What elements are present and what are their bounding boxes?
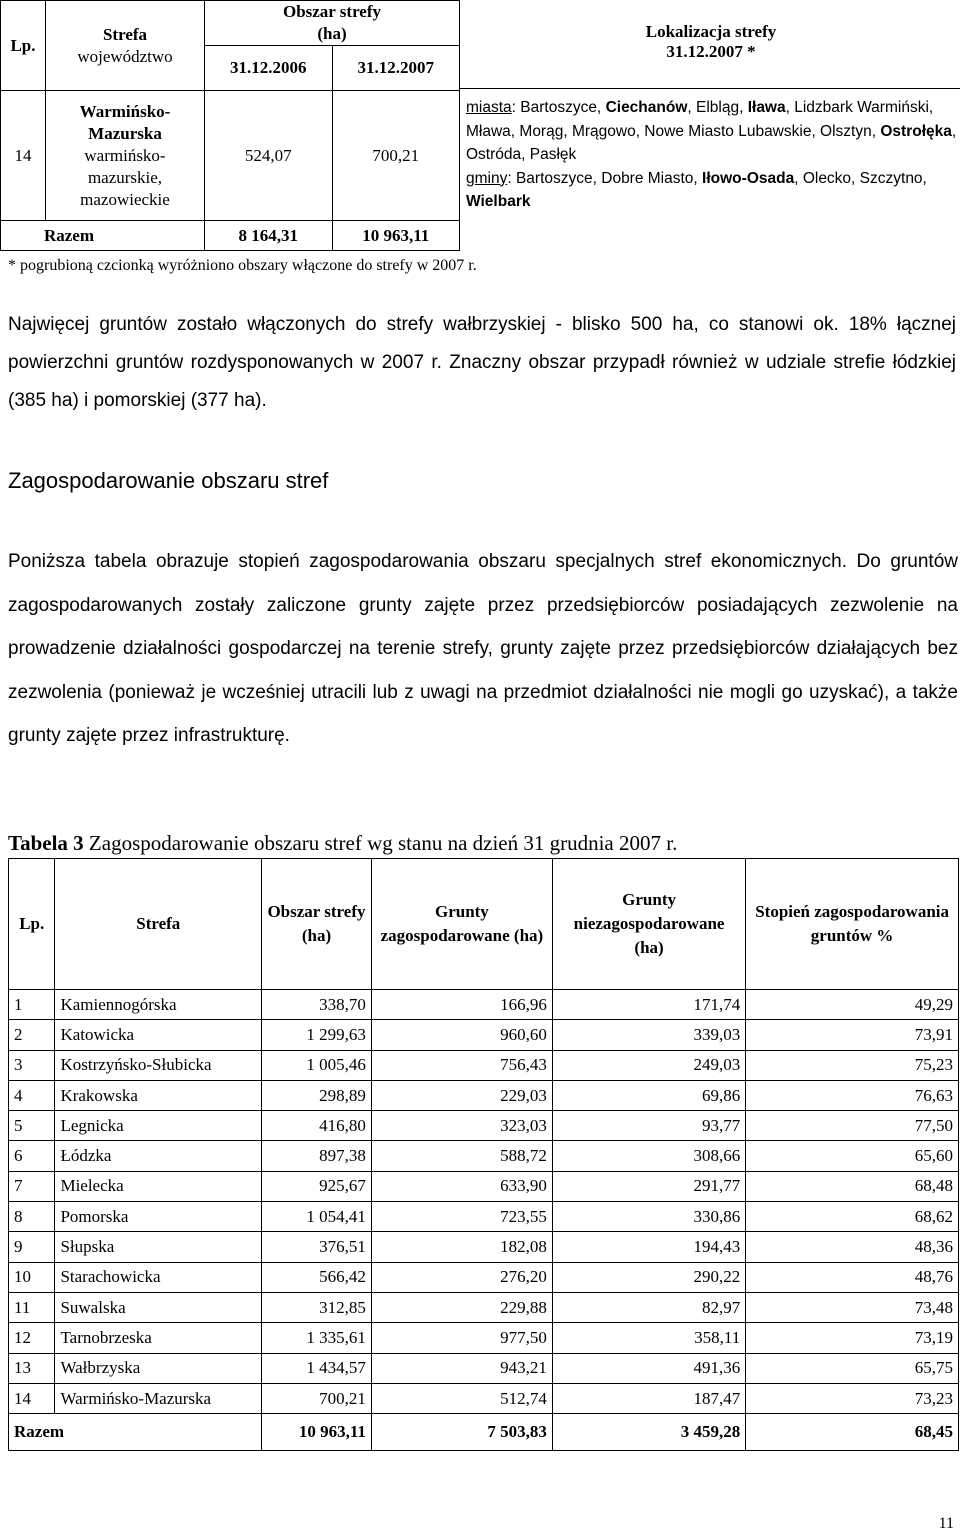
table-cell: Tarnobrzeska bbox=[55, 1323, 262, 1353]
table-total-cell: Razem bbox=[9, 1414, 262, 1451]
table-row bbox=[9, 1050, 959, 1080]
table-cell: 93,77 bbox=[552, 1111, 745, 1141]
table-cell: 3 bbox=[9, 1050, 55, 1080]
table-row bbox=[9, 1171, 959, 1201]
total-label: Razem bbox=[1, 221, 205, 251]
table-cell: 68,48 bbox=[746, 1171, 959, 1201]
table-cell: 49,29 bbox=[746, 990, 959, 1020]
table-row bbox=[9, 1353, 959, 1383]
table-cell: 229,88 bbox=[371, 1292, 552, 1322]
table-cell: 171,74 bbox=[552, 990, 745, 1020]
table-total-cell: 10 963,11 bbox=[262, 1414, 372, 1451]
table-cell: 339,03 bbox=[552, 1020, 745, 1050]
table-cell: 358,11 bbox=[552, 1323, 745, 1353]
table-row bbox=[9, 1202, 959, 1232]
table-row bbox=[9, 1292, 959, 1322]
row-strefa: Warmińsko-Mazurska warmińsko-mazurskie, mazowieckie bbox=[46, 91, 205, 221]
table-cell: 633,90 bbox=[371, 1171, 552, 1201]
table-cell: 943,21 bbox=[371, 1353, 552, 1383]
table-cell: 8 bbox=[9, 1202, 55, 1232]
table-cell: 13 bbox=[9, 1353, 55, 1383]
table-cell: 323,03 bbox=[371, 1111, 552, 1141]
table-cell: 12 bbox=[9, 1323, 55, 1353]
table-cell: Słupska bbox=[55, 1232, 262, 1262]
table-cell: 4 bbox=[9, 1080, 55, 1110]
footnote: * pogrubioną czcionką wyróżniono obszary włączone do strefy w 2007 r. bbox=[8, 257, 477, 274]
table-cell: 69,86 bbox=[552, 1080, 745, 1110]
table-cell: Pomorska bbox=[55, 1202, 262, 1232]
header-date-2007: 31.12.2007 bbox=[332, 46, 460, 91]
table-cell: 82,97 bbox=[552, 1292, 745, 1322]
table-total-cell: 7 503,83 bbox=[371, 1414, 552, 1451]
table-cell: Łódzka bbox=[55, 1141, 262, 1171]
table-cell: 194,43 bbox=[552, 1232, 745, 1262]
total-2007: 10 963,11 bbox=[332, 221, 460, 251]
table-cell: 10 bbox=[9, 1262, 55, 1292]
section-heading: Zagospodarowanie obszaru stref bbox=[8, 468, 329, 493]
development-table bbox=[8, 858, 959, 1451]
table-cell: 1 335,61 bbox=[262, 1323, 372, 1353]
table-cell: 166,96 bbox=[371, 990, 552, 1020]
table-cell: 75,23 bbox=[746, 1050, 959, 1080]
table-cell: 73,91 bbox=[746, 1020, 959, 1050]
table-cell: 48,36 bbox=[746, 1232, 959, 1262]
table-cell: 229,03 bbox=[371, 1080, 552, 1110]
table-cell: 9 bbox=[9, 1232, 55, 1262]
table-row bbox=[9, 1080, 959, 1110]
table-cell: 68,62 bbox=[746, 1202, 959, 1232]
table-caption: Tabela 3 Zagospodarowanie obszaru stref wg stanu na dzień 31 grudnia 2007 r. bbox=[8, 831, 678, 855]
table-cell: Warmińsko-Mazurska bbox=[55, 1383, 262, 1413]
table-total-cell: 68,45 bbox=[746, 1414, 959, 1451]
table3-header-1: Strefa bbox=[55, 859, 262, 990]
table-cell: 7 bbox=[9, 1171, 55, 1201]
table-cell: 977,50 bbox=[371, 1323, 552, 1353]
table-cell: 11 bbox=[9, 1292, 55, 1322]
table-cell: Suwalska bbox=[55, 1292, 262, 1322]
table-total-row bbox=[9, 1414, 959, 1451]
table-cell: 1 434,57 bbox=[262, 1353, 372, 1383]
table-cell: 1 299,63 bbox=[262, 1020, 372, 1050]
table3-header-4: Grunty niezagospodarowane (ha) bbox=[552, 859, 745, 990]
header-date-2006: 31.12.2006 bbox=[205, 46, 333, 91]
header-obszar: Obszar strefy (ha) bbox=[205, 1, 460, 46]
table-cell: 276,20 bbox=[371, 1262, 552, 1292]
table-cell: 187,47 bbox=[552, 1383, 745, 1413]
table-row bbox=[9, 990, 959, 1020]
table-cell: 73,48 bbox=[746, 1292, 959, 1322]
table-cell: Katowicka bbox=[55, 1020, 262, 1050]
header-strefa: Strefa województwo bbox=[46, 1, 205, 91]
row-area-2006: 524,07 bbox=[205, 91, 333, 221]
table-cell: 5 bbox=[9, 1111, 55, 1141]
table-cell: 1 005,46 bbox=[262, 1050, 372, 1080]
table-cell: 700,21 bbox=[262, 1383, 372, 1413]
zone-area-table bbox=[0, 0, 460, 251]
table-cell: Kostrzyńsko-Słubicka bbox=[55, 1050, 262, 1080]
table-cell: 308,66 bbox=[552, 1141, 745, 1171]
paragraph-2: Poniższa tabela obrazuje stopień zagospodarowania obszaru specjalnych stref ekonomicznych. Do gruntów zagospodarowanych zostały zaliczone grunty zajęte przez przedsiębiorców posiadających zezwolenie na prowadzenie działalności gospodarczej na terenie strefy, grunty zajęte przez przedsiębiorców działających bez zezwolenia (ponieważ je wcześniej utracili lub z uwagi na przedmiot działalności nie mogli go uzyskać), a także grunty zajęte przez infrastrukturę. bbox=[8, 551, 958, 746]
table-cell: 566,42 bbox=[262, 1262, 372, 1292]
table-cell: 2 bbox=[9, 1020, 55, 1050]
table-cell: 723,55 bbox=[371, 1202, 552, 1232]
row-area-2007: 700,21 bbox=[332, 91, 460, 221]
table-cell: 65,75 bbox=[746, 1353, 959, 1383]
row-lp: 14 bbox=[1, 91, 46, 221]
table3-header-0: Lp. bbox=[9, 859, 55, 990]
table-cell: 182,08 bbox=[371, 1232, 552, 1262]
table-cell: Mielecka bbox=[55, 1171, 262, 1201]
table-row bbox=[9, 1141, 959, 1171]
table-cell: 291,77 bbox=[552, 1171, 745, 1201]
table-cell: 48,76 bbox=[746, 1262, 959, 1292]
table3-header-5: Stopień zagospodarowania gruntów % bbox=[746, 859, 959, 990]
location-header: Lokalizacja strefy 31.12.2007 * bbox=[645, 22, 777, 61]
page-number: 11 bbox=[938, 1515, 954, 1532]
table3-header-3: Grunty zagospodarowane (ha) bbox=[371, 859, 552, 990]
table-cell: 756,43 bbox=[371, 1050, 552, 1080]
table-cell: 897,38 bbox=[262, 1141, 372, 1171]
table-cell: 1 054,41 bbox=[262, 1202, 372, 1232]
table-cell: 925,67 bbox=[262, 1171, 372, 1201]
table-cell: 76,63 bbox=[746, 1080, 959, 1110]
table-row bbox=[9, 1232, 959, 1262]
location-list: miasta: Bartoszyce, Ciechanów, Elbląg, Iława, Lidzbark Warmiński, Mława, Morąg, Mrągowo, Nowe Miasto Lubawskie, Olsztyn, Ostrołęka, Ostróda, Pasłęk gminy: Bartoszyce, Dobre Miasto, Iłowo-Osada, Olecko, Szczytno, Wielbark bbox=[466, 99, 957, 210]
table-cell: 249,03 bbox=[552, 1050, 745, 1080]
table-cell: 1 bbox=[9, 990, 55, 1020]
table-cell: 960,60 bbox=[371, 1020, 552, 1050]
table-cell: 330,86 bbox=[552, 1202, 745, 1232]
table3-header-2: Obszar strefy (ha) bbox=[262, 859, 372, 990]
table-cell: 338,70 bbox=[262, 990, 372, 1020]
table-cell: 65,60 bbox=[746, 1141, 959, 1171]
table-cell: 77,50 bbox=[746, 1111, 959, 1141]
table-cell: 290,22 bbox=[552, 1262, 745, 1292]
total-2006: 8 164,31 bbox=[205, 221, 333, 251]
table-cell: Kamiennogórska bbox=[55, 990, 262, 1020]
table-cell: Legnicka bbox=[55, 1111, 262, 1141]
table-cell: 376,51 bbox=[262, 1232, 372, 1262]
table-cell: 14 bbox=[9, 1383, 55, 1413]
paragraph-1: Najwięcej gruntów zostało włączonych do strefy wałbrzyskiej - blisko 500 ha, co stanowi ok. 18% łącznej powierzchni gruntów rozdysponowanych w 2007 r. Znaczny obszar przypadł również w udziale strefie łódzkiej (385 ha) i pomorskiej (377 ha). bbox=[8, 314, 956, 411]
table-cell: 6 bbox=[9, 1141, 55, 1171]
table-cell: 491,36 bbox=[552, 1353, 745, 1383]
table-cell: 512,74 bbox=[371, 1383, 552, 1413]
header-lp: Lp. bbox=[1, 1, 46, 91]
table-total-cell: 3 459,28 bbox=[552, 1414, 745, 1451]
table-cell: Krakowska bbox=[55, 1080, 262, 1110]
table-row bbox=[9, 1111, 959, 1141]
table-cell: Wałbrzyska bbox=[55, 1353, 262, 1383]
table-cell: Starachowicka bbox=[55, 1262, 262, 1292]
table-cell: 416,80 bbox=[262, 1111, 372, 1141]
table-cell: 73,23 bbox=[746, 1383, 959, 1413]
table-row bbox=[9, 1323, 959, 1353]
table-row bbox=[9, 1020, 959, 1050]
table-row bbox=[9, 1383, 959, 1413]
table-cell: 298,89 bbox=[262, 1080, 372, 1110]
table-cell: 588,72 bbox=[371, 1141, 552, 1171]
table-cell: 73,19 bbox=[746, 1323, 959, 1353]
table-row bbox=[9, 1262, 959, 1292]
table-cell: 312,85 bbox=[262, 1292, 372, 1322]
